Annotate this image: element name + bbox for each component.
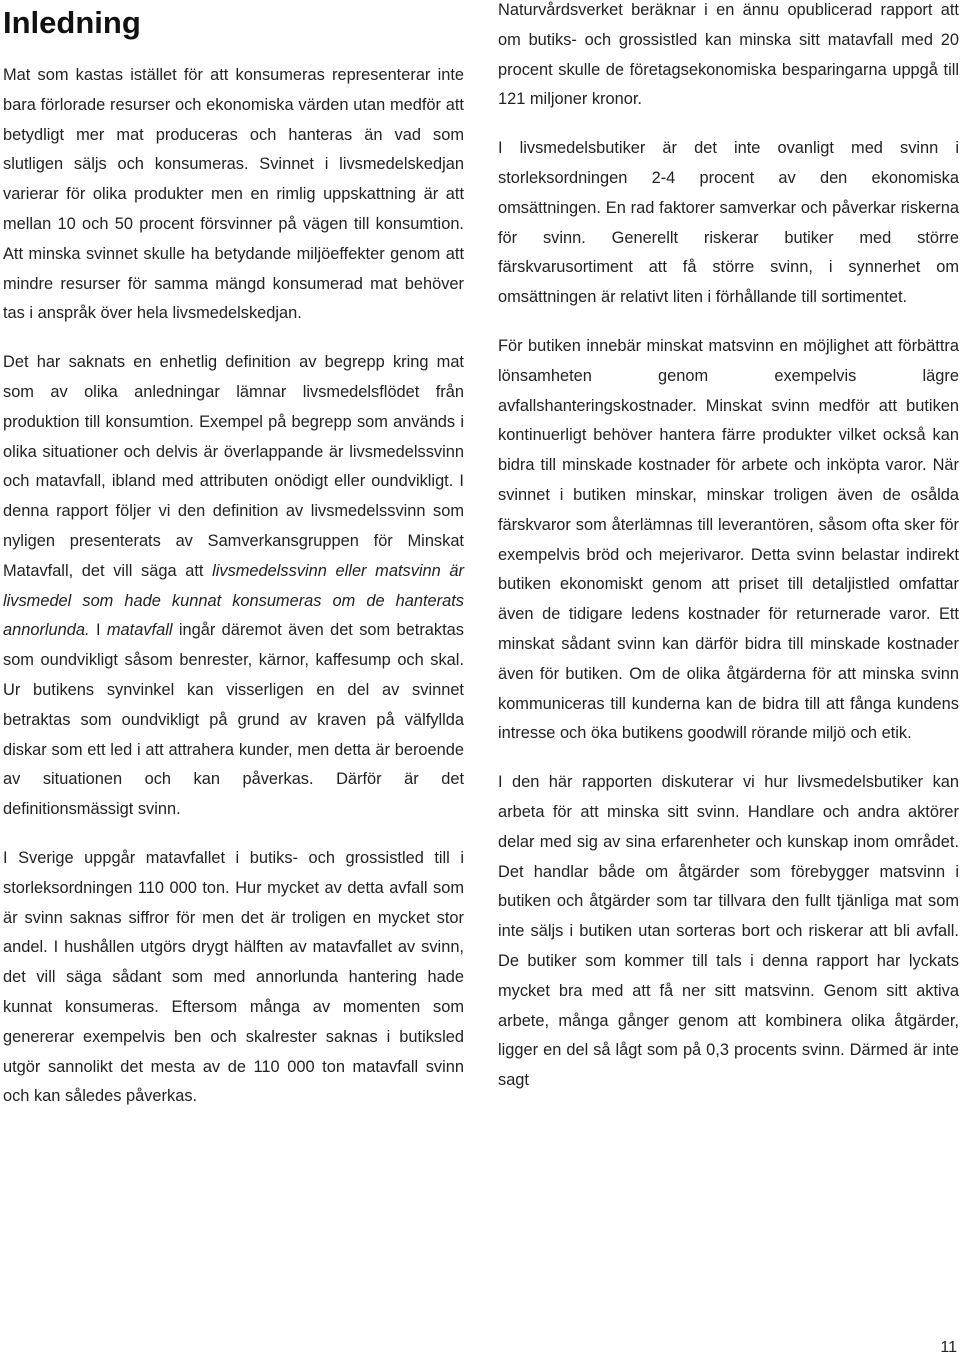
paragraph: Mat som kastas istället för att konsumeras representerar inte bara förlorade resurser och ekonomiska värden utan medför att betydligt mer mat produceras och hanteras än vad som slutligen säljs och konsumeras. Svinnet i livsmedelskedjan varierar för olika produkter men en rimlig uppskattning är att mellan 10 och 50 procent försvinner på vägen till konsumtion. Att minska svinnet skulle ha betydande miljöeffekter genom att mindre resurser för samma mängd konsumerad mat behöver tas i anspråk över hela livsmedelskedjan. bbox=[3, 66, 464, 323]
paragraph: För butiken innebär minskat matsvinn en möjlighet att förbättra lönsamheten genom exempelvis lägre avfallshanteringskostnader. Minskat svinn medför att butiken kontinuerligt behöver hantera färre produkter vilket också kan bidra till minskade kostnader för arbete och inköpta varor. När svinnet i butiken minskar, minskar troligen även de osålda färskvaror som återlämnas till leverantören, såsom ofta sker för exempelvis bröd och mejerivaror. Detta svinn belastar indirekt butiken ekonomiskt genom att priset till detaljistled omfattar även de tidigare ledens kostnader för returnerade varor. Ett minskat sådant svinn kan därför bidra till minskade kostnader även för butiken. Om de olika åtgärderna för att minska svinn kommuniceras till kunderna kan de bidra till att fånga kundens intresse och öka butikens goodwill rörande miljö och etik. bbox=[498, 336, 959, 743]
paragraph-text: I bbox=[89, 621, 107, 640]
paragraph bbox=[3, 348, 464, 825]
paragraph: I livsmedelsbutiker är det inte ovanligt med svinn i storleksordningen 2-4 procent av den ekonomiska omsättningen. En rad faktorer samverkar och påverkar riskerna för svinn. Generellt riskerar butiker med större färskvarusortiment att få större svinn, i synnerhet om omsättningen är relativt liten i förhållande till sortimentet. bbox=[498, 139, 959, 307]
paragraph-text: ingår däremot även det som betraktas som oundvikligt såsom benrester, kärnor, kaffesump och skal. Ur butikens synvinkel kan visserligen en del av svinnet betraktas som oundvikligt på grund av kraven på välfyllda diskar som ett led i att attrahera kunder, men detta är beroende av situationen och kan påverkas. Därför är det definitionsmässigt svinn. bbox=[3, 621, 464, 819]
term-italic: matavfall bbox=[106, 621, 173, 640]
paragraph: I den här rapporten diskuterar vi hur livsmedelsbutiker kan arbeta för att minska sitt svinn. Handlare och andra aktörer delar med sig av sina erfarenheter och kunskap inom området. Det handlar både om åtgärder som förebygger matsvinn i butiken och åtgärder som tar tillvara den fullt tjänliga mat som inte säljs i butiken utan sorteras bort och riskerar att bli avfall. De butiker som kommer till tals i denna rapport har lyckats mycket bra med att få ner sitt matsvinn. Genom sitt aktiva arbete, många gånger genom att kombinera olika åtgärder, ligger en del så lågt som på 0,3 procents svinn. Därmed är inte sagt bbox=[498, 773, 959, 1090]
paragraph: I Sverige uppgår matavfallet i butiks- och grossistled till i storleksordningen 110 000 ton. Hur mycket av detta avfall som är svinn saknas siffror för men det är troligen en mycket stor andel. I hushållen utgörs drygt hälften av matavfallet av svinn, det vill säga sådant som med annorlunda hantering hade kunnat konsumeras. Eftersom många av momenten som genererar exempelvis ben och skalrester saknas i butiksled utgör sannolikt det mesta av de 110 000 ton matavfall svinn och kan således påverkas. bbox=[3, 848, 464, 1106]
left-column bbox=[3, 0, 464, 1131]
page-number: 11 bbox=[940, 1339, 957, 1356]
section-heading: Inledning bbox=[3, 5, 141, 40]
paragraph-text: Det har saknats en enhetlig definition av begrepp kring mat som av olika anledningar lämnar livsmedelsflödet från produktion till konsumtion. Exempel på begrepp som används i olika situationer och delvis är överlappande är livsmedelssvinn och matavfall, ibland med attributen onödigt eller oundvikligt. I denna rapport följer vi den definition av livsmedelssvinn som nyligen presenterats av Samverkansgruppen för Minskat Matavfall, det vill säga att bbox=[3, 353, 464, 580]
paragraph: Naturvårdsverket beräknar i en ännu opublicerad rapport att om butiks- och grossistled kan minska sitt matavfall med 20 procent skulle de företagsekonomiska besparingarna uppgå till 121 miljoner kronor. bbox=[498, 1, 959, 109]
right-column bbox=[498, 0, 959, 1115]
definition-italic: livsmedelssvinn eller matsvinn är livsmedel som hade kunnat konsumeras om de hanterats annorlunda. bbox=[3, 561, 464, 640]
